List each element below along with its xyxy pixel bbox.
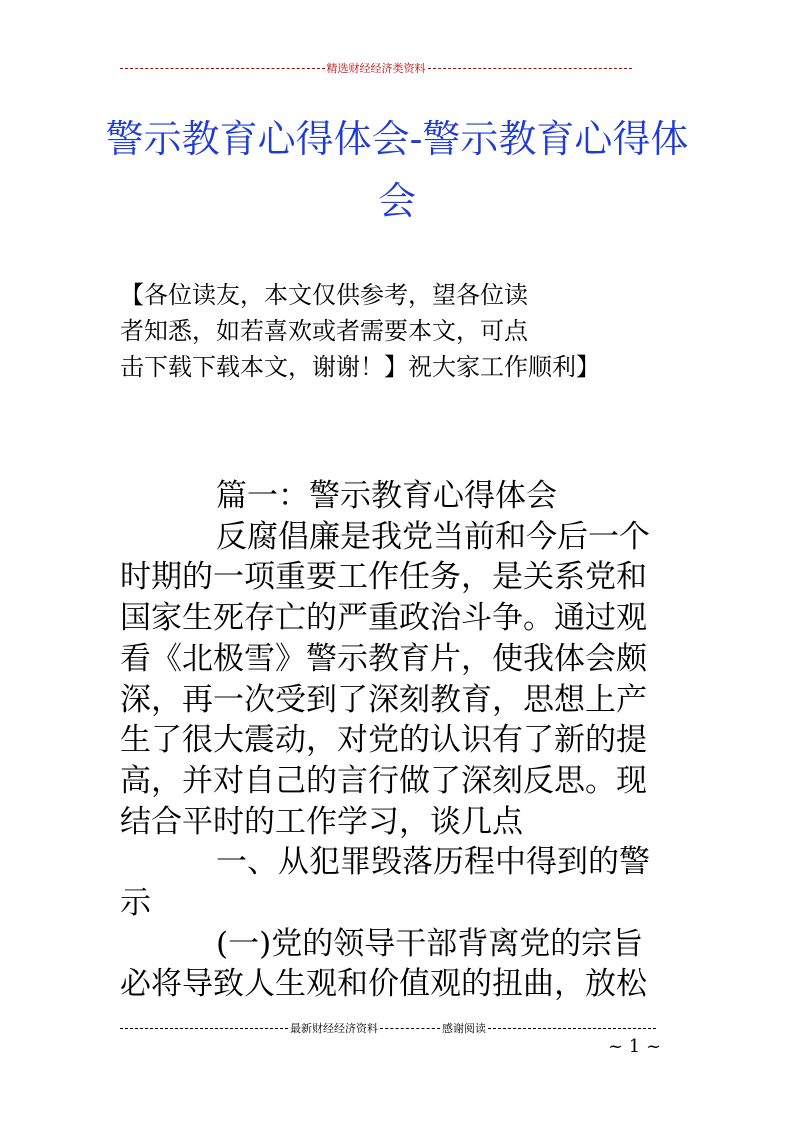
reader-notice (120, 277, 640, 385)
paragraph-line: (一)党的领导干部背离党的宗旨 (216, 925, 644, 962)
paragraph-line: 时期的一项重要工作任务，是关系党和 (120, 559, 647, 596)
footer-left-text: 最新财经经济资料 (290, 1022, 378, 1035)
header-dash-left (120, 68, 325, 69)
document-title (100, 108, 694, 232)
paragraph-line: 国家生死存亡的严重政治斗争。通过观 (120, 600, 647, 637)
header-dash-right (428, 68, 633, 69)
footer-dash-left (120, 1028, 288, 1029)
subheading-line: 一、从犯罪毁落历程中得到的警 (216, 844, 650, 881)
article-body (120, 476, 678, 1005)
title-line-2: 会 (377, 179, 416, 223)
paragraph-line: 看《北极雪》警示教育片，使我体会颇 (120, 640, 647, 677)
header-text: 精选财经经济类资料 (326, 62, 426, 75)
page-footer (120, 1020, 656, 1036)
section-heading: 篇一：警示教育心得体会 (216, 478, 557, 514)
paragraph-line: 结合平时的工作学习，谈几点 (120, 803, 523, 840)
footer-dash-right (488, 1028, 656, 1029)
notice-line: 击下载下载本文，谢谢！】祝大家工作顺利】 (120, 353, 600, 381)
notice-line: 【各位读友，本文仅供参考，望各位读 (120, 281, 528, 309)
paragraph-line: 深，再一次受到了深刻教育，思想上产 (120, 681, 647, 718)
paragraph-line: 必将导致人生观和价值观的扭曲，放松 (120, 966, 647, 1003)
footer-dash-middle (380, 1028, 440, 1029)
notice-line: 者知悉，如若喜欢或者需要本文，可点 (120, 317, 528, 345)
footer-right-text: 感谢阅读 (442, 1022, 486, 1035)
page-number: ~ 1 ~ (608, 1036, 662, 1057)
subheading-line: 示 (120, 885, 151, 922)
paragraph-line: 高，并对自己的言行做了深刻反思。现 (120, 762, 647, 799)
paragraph-line: 反腐倡廉是我党当前和今后一个 (216, 518, 650, 555)
page-header (120, 60, 632, 76)
paragraph-line: 生了很大震动，对党的认识有了新的提 (120, 722, 647, 759)
title-line-1: 警示教育心得体会-警示教育心得体 (105, 117, 689, 161)
